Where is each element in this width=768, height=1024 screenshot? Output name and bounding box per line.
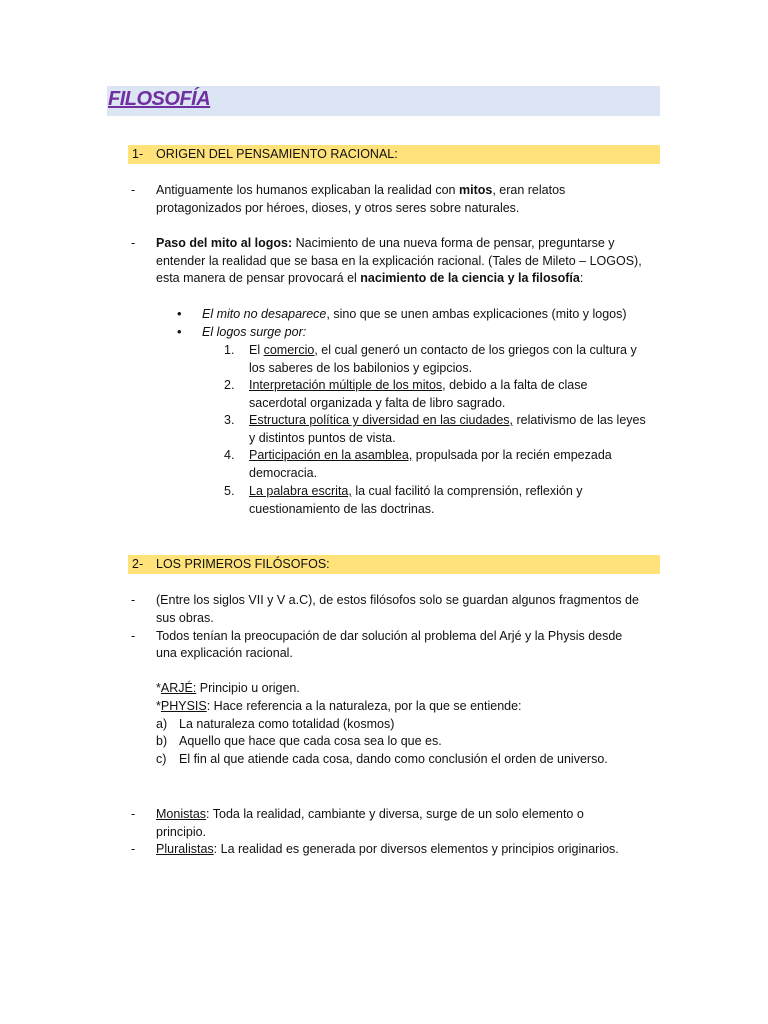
- underlined-run: Participación en la asamblea,: [249, 448, 413, 462]
- text-run: :: [579, 271, 584, 285]
- text-run: , debido a la falta de clase: [442, 378, 588, 392]
- numbered-item-line2: cuestionamiento de las doctrinas.: [249, 502, 435, 516]
- numbered-item: [249, 484, 583, 498]
- paragraph-line: sus obras.: [156, 611, 214, 625]
- paragraph-line: entender la realidad que se basa en la explicación racional. (Tales de Mileto – LOGOS),: [156, 254, 642, 268]
- dash-marker: -: [131, 807, 136, 821]
- bold-run: nacimiento de la ciencia y la filosofía: [360, 271, 580, 285]
- underlined-run: Interpretación múltiple de los mitos: [249, 378, 443, 392]
- page-title: FILOSOFÍA: [108, 88, 211, 110]
- numbered-number: 2.: [224, 378, 235, 392]
- text-run: *: [156, 681, 161, 695]
- text-run: esta manera de pensar provocará el: [156, 271, 361, 285]
- dash-marker: -: [131, 593, 136, 607]
- bold-run: Paso del mito al logos:: [156, 236, 293, 250]
- physis-definition: [156, 699, 522, 713]
- text-run: Antiguamente los humanos explicaban la realidad con: [156, 183, 459, 197]
- text-run: Principio u origen.: [196, 681, 300, 695]
- underlined-run: Monistas: [156, 807, 207, 821]
- letter-marker: c): [156, 752, 167, 766]
- text-run: la cual facilitó la comprensión, reflexión y: [351, 484, 583, 498]
- bullet-marker: •: [177, 306, 182, 321]
- paragraph-line: (Entre los siglos VII y V a.C), de estos filósofos solo se guardan algunos fragmentos de: [156, 593, 639, 607]
- text-run: : La realidad es generada por diversos elementos y principios originarios.: [213, 842, 619, 856]
- numbered-number: 5.: [224, 484, 235, 498]
- dash-marker: -: [131, 629, 136, 643]
- letter-item: El fin al que atiende cada cosa, dando como conclusión el orden de universo.: [179, 752, 608, 766]
- arje-definition: [156, 681, 300, 695]
- bold-run: mitos: [458, 183, 493, 197]
- paragraph-line: [156, 183, 565, 197]
- bullet-item: [202, 307, 627, 321]
- underlined-run: La palabra escrita,: [249, 484, 352, 498]
- text-run: : Toda la realidad, cambiante y diversa, surge de un solo elemento o: [206, 807, 584, 821]
- text-run: , eran relatos: [492, 183, 566, 197]
- numbered-item-line2: y distintos puntos de vista.: [249, 431, 396, 445]
- text-run: El: [249, 343, 264, 357]
- bullet-item: [202, 325, 306, 339]
- text-run: *: [156, 699, 161, 713]
- underlined-run: comercio: [263, 343, 315, 357]
- monistas-line: [156, 807, 584, 821]
- text-run: , sino que se unen ambas explicaciones (mito y logos): [326, 307, 627, 321]
- numbered-item: [249, 413, 646, 427]
- numbered-number: 1.: [224, 343, 235, 357]
- paragraph-line: principio.: [156, 825, 207, 839]
- underlined-run: Estructura política y diversidad en las ciudades,: [249, 413, 514, 427]
- pluralistas-line: [156, 842, 619, 856]
- bullet-marker: •: [177, 324, 182, 339]
- section-1-number: 1-: [132, 147, 144, 161]
- letter-item: Aquello que hace que cada cosa sea lo que es.: [179, 734, 442, 748]
- paragraph-line: una explicación racional.: [156, 646, 293, 660]
- italic-run: El mito no desaparece: [202, 307, 327, 321]
- numbered-number: 4.: [224, 448, 235, 462]
- underlined-run: PHYSIS: [160, 699, 207, 713]
- numbered-number: 3.: [224, 413, 235, 427]
- letter-marker: b): [156, 734, 168, 748]
- paragraph-line: [156, 236, 615, 250]
- numbered-item: [249, 448, 612, 462]
- numbered-item: [249, 343, 637, 357]
- paragraph-line: Todos tenían la preocupación de dar solución al problema del Arjé y la Physis desde: [156, 629, 623, 643]
- numbered-item-line2: los saberes de los babilonios y egipcios.: [249, 361, 473, 375]
- text-run: relativismo de las leyes: [513, 413, 646, 427]
- text-run: Nacimiento de una nueva forma de pensar, preguntarse y: [292, 236, 615, 250]
- letter-item: La naturaleza como totalidad (kosmos): [179, 717, 395, 731]
- dash-marker: -: [131, 183, 136, 197]
- paragraph-line: [156, 271, 583, 285]
- text-run: propulsada por la recién empezada: [412, 448, 612, 462]
- section-2-number: 2-: [132, 557, 144, 571]
- underlined-run: Pluralistas: [156, 842, 214, 856]
- numbered-item-line2: democracia.: [249, 466, 318, 480]
- section-2-heading: LOS PRIMEROS FILÓSOFOS:: [156, 557, 330, 571]
- italic-run: El logos surge por:: [202, 325, 307, 339]
- text-run: : Hace referencia a la naturaleza, por la que se entiende:: [206, 699, 522, 713]
- numbered-item: [249, 378, 587, 392]
- paragraph-line: protagonizados por héroes, dioses, y otros seres sobre naturales.: [156, 201, 520, 215]
- numbered-item-line2: sacerdotal organizada y falta de libro sagrado.: [249, 396, 506, 410]
- dash-marker: -: [131, 236, 136, 250]
- letter-marker: a): [156, 717, 168, 731]
- underlined-run: ARJÉ:: [160, 681, 197, 695]
- dash-marker: -: [131, 842, 136, 856]
- text-run: , el cual generó un contacto de los griegos con la cultura y: [314, 343, 637, 357]
- section-1-heading: ORIGEN DEL PENSAMIENTO RACIONAL:: [156, 147, 398, 161]
